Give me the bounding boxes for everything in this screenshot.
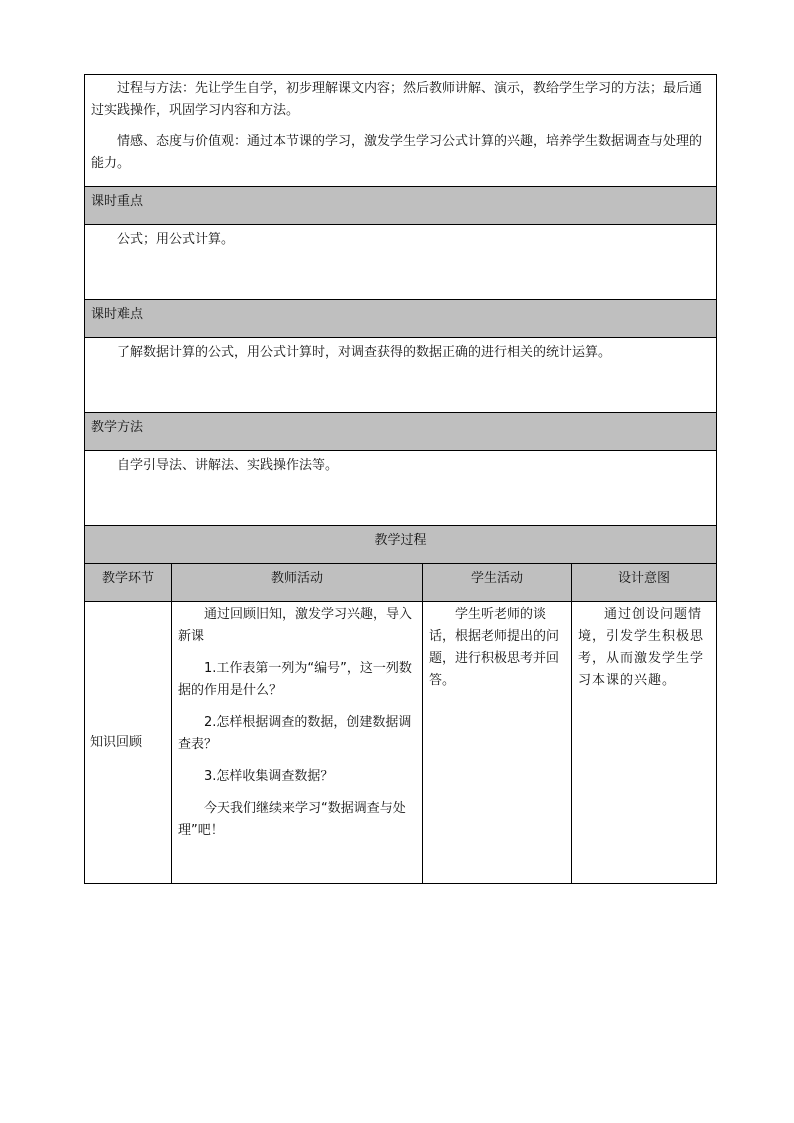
- difficulties-row: [85, 338, 717, 413]
- process-header-row: [85, 526, 717, 564]
- student-activity-text: 学生听老师的谈话，根据老师提出的问题，进行积极思考并回答。: [429, 607, 560, 688]
- emotion-values-text: 情感、态度与价值观：通过本节课的学习，激发学生学习公式计算的兴趣，培养学生数据调查与处理的能力。: [91, 134, 703, 171]
- column-header-teacher: 教师活动: [172, 564, 423, 602]
- key-points-content: 公式；用公式计算。: [117, 232, 235, 247]
- difficulties-label: 课时难点: [85, 300, 717, 338]
- process-title: 教学过程: [85, 526, 717, 564]
- column-header-student: 学生活动: [423, 564, 572, 602]
- teacher-question-3: 3.怎样收集调查数据？: [204, 769, 334, 784]
- design-intent-cell: [572, 602, 717, 884]
- column-header-stage: 教学环节: [85, 564, 172, 602]
- column-header-intent: 设计意图: [572, 564, 717, 602]
- lesson-plan-table: [84, 74, 717, 884]
- objectives-cell: [85, 75, 717, 187]
- design-intent-text: 通过创设问题情境，引发学生积极思考，从而激发学生学习本课的兴趣。: [578, 607, 705, 688]
- methods-label: 教学方法: [85, 413, 717, 451]
- objectives-row: [85, 75, 717, 187]
- process-columns-row: [85, 564, 717, 602]
- difficulties-content: 了解数据计算的公式，用公式计算时，对调查获得的数据正确的进行相关的统计运算。: [117, 345, 612, 360]
- methods-content: 自学引导法、讲解法、实践操作法等。: [117, 458, 339, 473]
- methods-header-row: [85, 413, 717, 451]
- stage-cell: 知识回顾: [85, 602, 172, 884]
- difficulties-header-row: [85, 300, 717, 338]
- teacher-question-2: 2.怎样根据调查的数据，创建数据调查表？: [178, 715, 412, 752]
- key-points-header-row: [85, 187, 717, 225]
- key-points-row: [85, 225, 717, 300]
- process-method-text: 过程与方法：先让学生自学，初步理解课文内容；然后教师讲解、演示，教给学生学习的方法；最后通过实践操作，巩固学习内容和方法。: [91, 81, 703, 118]
- key-points-label: 课时重点: [85, 187, 717, 225]
- teacher-question-1: 1.工作表第一列为“编号”，这一列数据的作用是什么？: [178, 661, 412, 698]
- student-activity-cell: [423, 602, 572, 884]
- table-row: [85, 602, 717, 884]
- teacher-intro-text: 通过回顾旧知，激发学习兴趣，导入新课: [178, 607, 413, 644]
- methods-row: [85, 451, 717, 526]
- teacher-closing-text: 今天我们继续来学习“数据调查与处理”吧！: [178, 801, 406, 838]
- teacher-activity-cell: [172, 602, 423, 884]
